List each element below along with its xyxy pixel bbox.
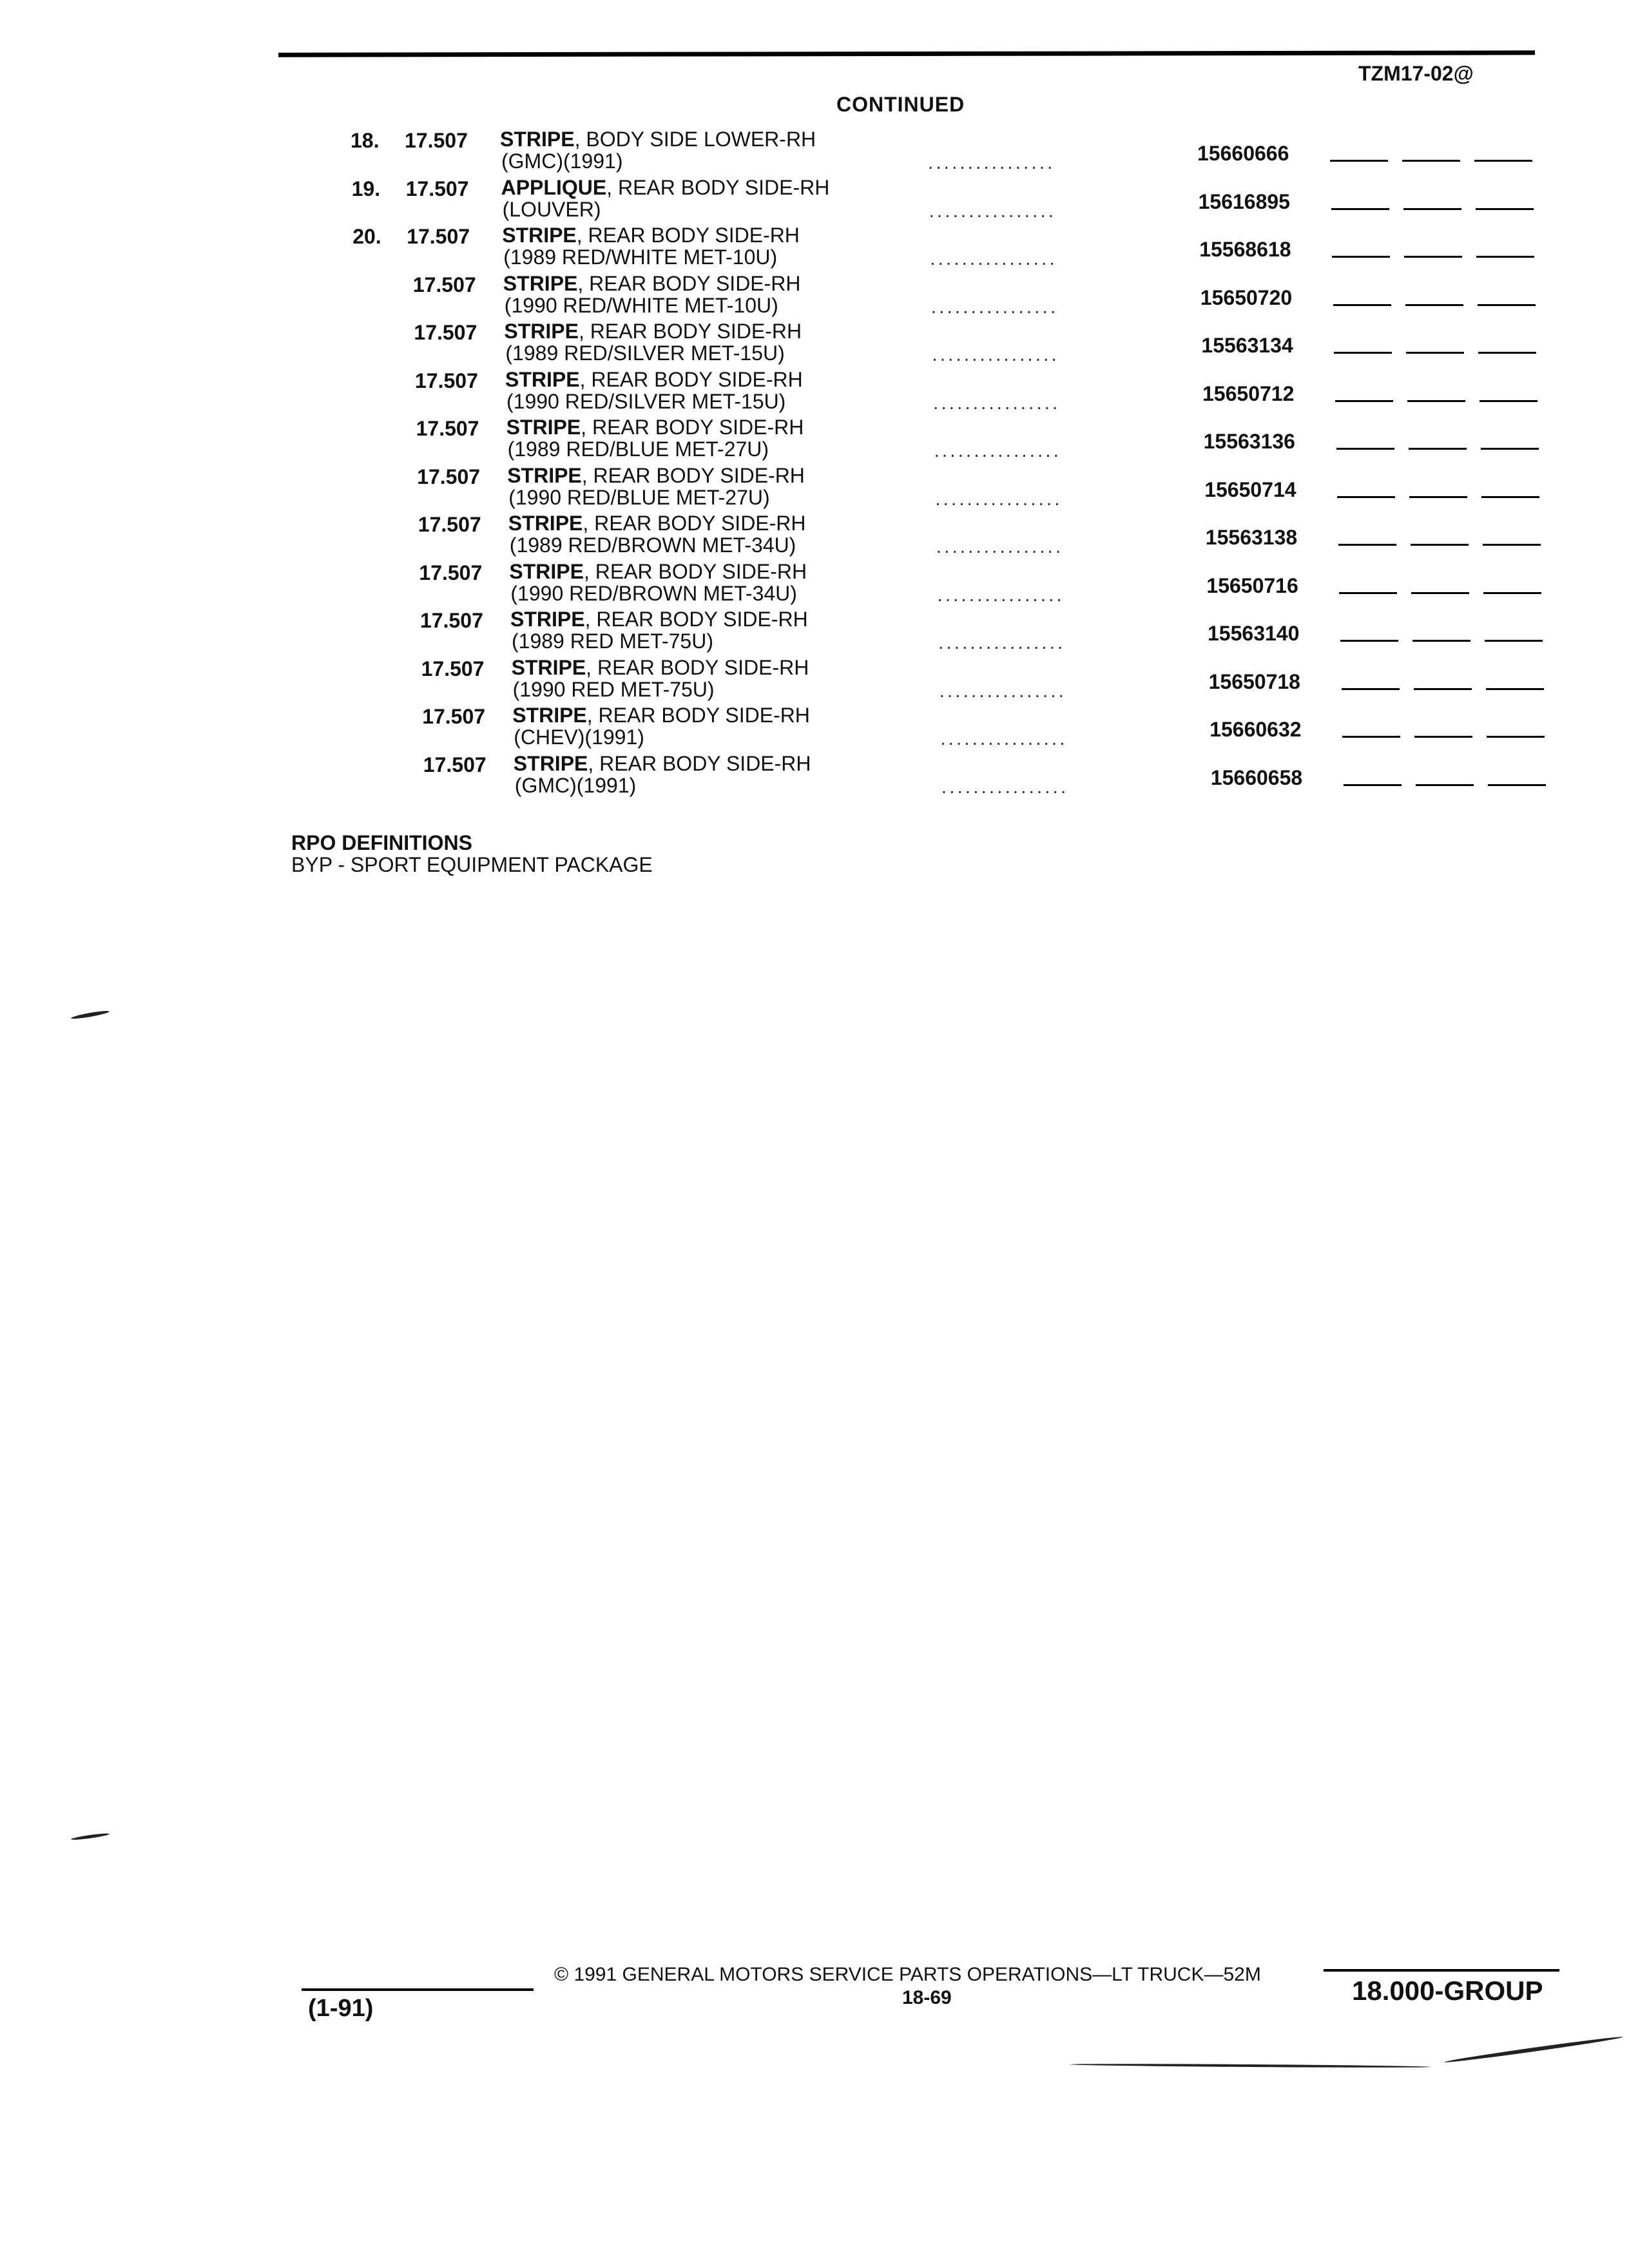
- table-row: [0, 272, 1629, 320]
- part-number: 15563136: [1203, 430, 1295, 453]
- blank-line: [1409, 448, 1467, 450]
- part-qualifier: , REAR BODY SIDE-RH: [583, 559, 807, 583]
- part-name: STRIPE: [506, 416, 581, 439]
- part-name: STRIPE: [507, 463, 582, 487]
- part-number: 15563140: [1208, 622, 1300, 645]
- blank-line: [1474, 160, 1532, 162]
- table-row: [0, 704, 1629, 751]
- footer-rule-left: [302, 1988, 534, 1991]
- table-row: [0, 320, 1629, 367]
- quantity-blanks: [1333, 304, 1546, 306]
- part-description: [512, 704, 810, 727]
- blank-line: [1336, 448, 1394, 450]
- blank-line: [1414, 688, 1472, 690]
- table-row: [0, 128, 1629, 175]
- blank-line: [1476, 256, 1534, 258]
- part-number: 15650720: [1200, 285, 1293, 309]
- part-number: 15650716: [1206, 573, 1298, 597]
- table-row: [0, 368, 1629, 416]
- quantity-blanks: [1335, 400, 1548, 402]
- part-number: 15563134: [1201, 334, 1293, 357]
- part-description: [505, 368, 803, 392]
- part-application: (1990 RED MET-75U): [512, 677, 715, 701]
- part-number: 15650712: [1202, 381, 1295, 405]
- table-row: [0, 176, 1629, 224]
- part-name: STRIPE: [510, 608, 585, 631]
- part-application: (1989 RED/SILVER MET-15U): [505, 341, 785, 365]
- table-row: [0, 560, 1629, 608]
- blank-line: [1331, 208, 1389, 210]
- quantity-blanks: [1340, 640, 1553, 642]
- blank-line: [1335, 400, 1393, 402]
- table-row: [0, 512, 1629, 559]
- leader-dots: ................: [935, 488, 1063, 510]
- group-code: 17.507: [417, 465, 481, 488]
- revision-date: (1-91): [308, 1995, 374, 2022]
- part-qualifier: , REAR BODY SIDE-RH: [586, 655, 809, 679]
- part-application: (1990 RED/WHITE MET-10U): [504, 293, 778, 317]
- part-application: (1990 RED/SILVER MET-15U): [506, 389, 786, 413]
- rpo-definitions-title: RPO DEFINITIONS: [291, 831, 472, 854]
- part-qualifier: , REAR BODY SIDE-RH: [581, 416, 804, 439]
- blank-line: [1339, 592, 1397, 594]
- blank-line: [1486, 688, 1544, 690]
- blank-line: [1340, 640, 1398, 642]
- part-application: (1989 RED MET-75U): [512, 629, 713, 653]
- part-qualifier: , REAR BODY SIDE-RH: [579, 367, 803, 391]
- blank-line: [1481, 496, 1539, 498]
- leader-dots: ................: [939, 680, 1066, 702]
- part-qualifier: , REAR BODY SIDE-RH: [577, 271, 801, 295]
- part-qualifier: , REAR BODY SIDE-RH: [583, 512, 806, 535]
- quantity-blanks: [1337, 496, 1550, 498]
- part-application: (1989 RED/BLUE MET-27U): [507, 437, 769, 461]
- part-description: [508, 512, 806, 535]
- part-qualifier: , REAR BODY SIDE-RH: [584, 608, 808, 631]
- quantity-blanks: [1342, 688, 1554, 690]
- part-description: [503, 272, 801, 296]
- quantity-blanks: [1330, 160, 1543, 162]
- part-application: (1990 RED/BROWN MET-34U): [510, 581, 797, 605]
- leader-dots: ................: [928, 152, 1055, 173]
- part-qualifier: , REAR BODY SIDE-RH: [606, 175, 830, 199]
- item-number: 20.: [352, 225, 381, 248]
- quantity-blanks: [1339, 592, 1552, 594]
- part-description: [501, 176, 830, 200]
- blank-line: [1412, 640, 1470, 642]
- blank-line: [1480, 400, 1537, 402]
- part-description: [514, 752, 811, 776]
- part-name: STRIPE: [512, 704, 587, 727]
- blank-line: [1332, 256, 1390, 258]
- quantity-blanks: [1332, 256, 1545, 258]
- part-name: STRIPE: [500, 128, 575, 151]
- leader-dots: ................: [940, 728, 1068, 749]
- blank-line: [1402, 160, 1460, 162]
- group-code: 17.507: [423, 753, 487, 776]
- blank-line: [1488, 784, 1546, 786]
- blank-line: [1330, 160, 1388, 162]
- part-number: 15650714: [1204, 477, 1296, 501]
- group-code: 17.507: [422, 705, 486, 728]
- table-row: [0, 608, 1629, 655]
- table-row: [0, 752, 1629, 800]
- page-number: 18-69: [902, 1987, 952, 2008]
- table-row: [0, 224, 1629, 271]
- part-name: STRIPE: [504, 320, 579, 343]
- blank-line: [1414, 736, 1472, 738]
- group-code: 17.507: [407, 225, 470, 248]
- copyright-notice: © 1991 GENERAL MOTORS SERVICE PARTS OPERATIONS—LT TRUCK—52M: [554, 1964, 1261, 1985]
- part-description: [512, 656, 809, 680]
- part-description: [504, 320, 802, 343]
- part-qualifier: , REAR BODY SIDE-RH: [576, 224, 800, 247]
- footer-rule-right: [1324, 1969, 1559, 1972]
- quantity-blanks: [1342, 736, 1555, 738]
- blank-line: [1342, 688, 1400, 690]
- part-number: 15616895: [1198, 189, 1290, 213]
- group-code: 17.507: [405, 129, 468, 152]
- blank-line: [1411, 544, 1469, 546]
- rpo-definition-entry: BYP - SPORT EQUIPMENT PACKAGE: [291, 853, 653, 876]
- group-code: 17.507: [416, 417, 479, 440]
- part-application: (GMC)(1991): [501, 149, 623, 173]
- blank-line: [1487, 736, 1545, 738]
- quantity-blanks: [1336, 448, 1549, 450]
- leader-dots: ................: [930, 296, 1059, 318]
- blank-line: [1407, 400, 1465, 402]
- part-description: [506, 416, 804, 439]
- part-name: APPLIQUE: [501, 175, 607, 199]
- part-application: (LOUVER): [502, 197, 601, 221]
- document-code: TZM17-02@: [1358, 62, 1474, 85]
- blank-line: [1483, 592, 1541, 594]
- part-name: STRIPE: [502, 224, 577, 247]
- table-row: [0, 416, 1629, 463]
- scan-mark: [1444, 2035, 1623, 2064]
- group-code: 17.507: [418, 513, 481, 536]
- part-qualifier: , BODY SIDE LOWER-RH: [574, 128, 816, 151]
- blank-line: [1409, 496, 1467, 498]
- part-number: 15660658: [1210, 765, 1303, 789]
- part-application: (1989 RED/WHITE MET-10U): [503, 245, 778, 269]
- part-number: 15660632: [1210, 718, 1302, 741]
- group-code: 17.507: [412, 273, 476, 296]
- part-description: [502, 224, 800, 247]
- blank-line: [1333, 304, 1391, 306]
- continued-label: CONTINUED: [836, 93, 965, 116]
- blank-line: [1483, 544, 1541, 546]
- blank-line: [1478, 304, 1536, 306]
- blank-line: [1485, 640, 1543, 642]
- quantity-blanks: [1344, 784, 1556, 786]
- blank-line: [1481, 448, 1539, 450]
- group-code: 17.507: [415, 369, 478, 392]
- part-name: STRIPE: [508, 512, 583, 535]
- leader-dots: ................: [930, 248, 1057, 269]
- item-number: 18.: [351, 129, 380, 152]
- blank-line: [1476, 208, 1534, 210]
- blank-line: [1405, 304, 1463, 306]
- leader-dots: ................: [936, 536, 1064, 557]
- part-number: 15650718: [1208, 669, 1300, 693]
- part-name: STRIPE: [513, 751, 588, 775]
- part-description: [507, 464, 805, 488]
- part-description: [509, 560, 807, 584]
- part-qualifier: , REAR BODY SIDE-RH: [586, 704, 810, 727]
- scan-mark: [71, 1832, 110, 1841]
- leader-dots: ................: [934, 440, 1061, 461]
- table-row: [0, 656, 1629, 704]
- scan-mark: [1070, 2063, 1431, 2068]
- part-application: (GMC)(1991): [514, 773, 637, 797]
- item-number: 19.: [351, 177, 381, 200]
- part-description: [500, 128, 816, 151]
- blank-line: [1403, 208, 1461, 210]
- part-qualifier: , REAR BODY SIDE-RH: [588, 751, 811, 775]
- table-row: [0, 464, 1629, 512]
- blank-line: [1406, 352, 1464, 354]
- part-name: STRIPE: [503, 271, 578, 295]
- group-code: 17.507: [414, 321, 477, 344]
- leader-dots: ................: [929, 200, 1056, 222]
- part-description: [510, 608, 808, 631]
- group-number: 18.000-GROUP: [1352, 1975, 1543, 2006]
- quantity-blanks: [1338, 544, 1551, 546]
- blank-line: [1342, 736, 1400, 738]
- leader-dots: ................: [932, 344, 1059, 365]
- blank-line: [1416, 784, 1474, 786]
- part-qualifier: , REAR BODY SIDE-RH: [578, 320, 802, 343]
- part-number: 15660666: [1197, 142, 1289, 165]
- leader-dots: ................: [937, 584, 1065, 606]
- leader-dots: ................: [941, 776, 1069, 798]
- part-name: STRIPE: [511, 655, 586, 679]
- group-code: 17.507: [420, 609, 483, 632]
- blank-line: [1478, 352, 1536, 354]
- group-code: 17.507: [419, 561, 483, 584]
- blank-line: [1338, 544, 1396, 546]
- top-rule: [278, 50, 1535, 57]
- leader-dots: ................: [933, 392, 1061, 414]
- blank-line: [1334, 352, 1392, 354]
- quantity-blanks: [1331, 208, 1544, 210]
- part-name: STRIPE: [505, 367, 580, 391]
- blank-line: [1337, 496, 1395, 498]
- blank-line: [1404, 256, 1462, 258]
- leader-dots: ................: [938, 632, 1066, 653]
- group-code: 17.507: [421, 657, 485, 680]
- blank-line: [1344, 784, 1402, 786]
- part-number: 15568618: [1199, 238, 1291, 261]
- part-name: STRIPE: [509, 559, 584, 583]
- part-application: (1989 RED/BROWN MET-34U): [509, 533, 796, 557]
- part-application: (1990 RED/BLUE MET-27U): [508, 485, 770, 509]
- group-code: 17.507: [405, 177, 469, 200]
- part-qualifier: , REAR BODY SIDE-RH: [581, 463, 805, 487]
- quantity-blanks: [1334, 352, 1547, 354]
- scan-mark: [71, 1010, 110, 1020]
- blank-line: [1411, 592, 1469, 594]
- part-number: 15563138: [1205, 526, 1298, 549]
- part-application: (CHEV)(1991): [514, 726, 644, 749]
